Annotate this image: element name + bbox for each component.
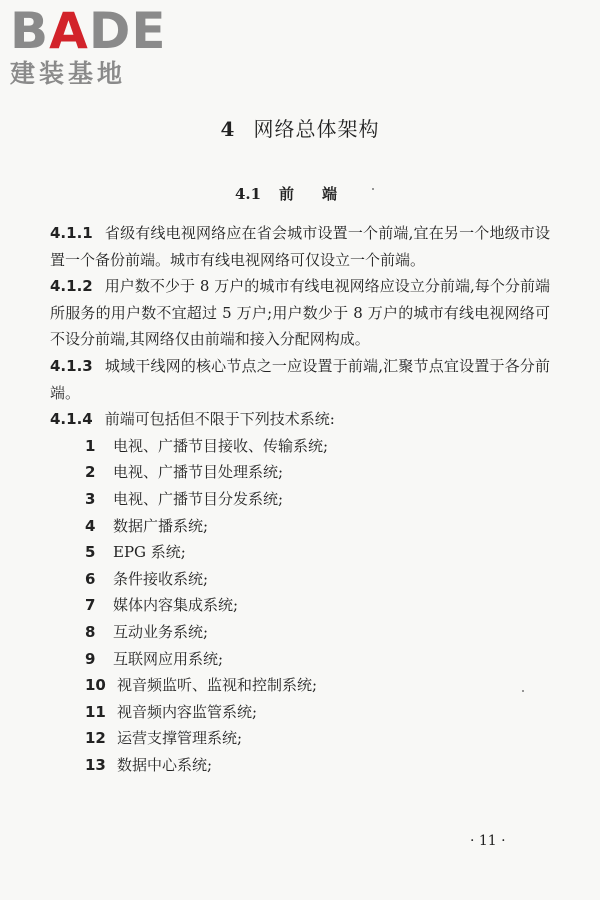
list-item: 2 电视、广播节目处理系统; — [85, 463, 284, 482]
list-item: 5 EPG 系统; — [85, 543, 186, 562]
scan-speck — [522, 690, 524, 692]
logo-wordmark: BADE — [10, 2, 167, 60]
clause — [50, 353, 550, 406]
chapter-title: 网络总体架构 — [253, 117, 380, 141]
list-item: 12 运营支撑管理系统; — [85, 729, 243, 748]
list-item: 10 视音频监听、监视和控制系统; — [85, 676, 318, 695]
chapter-heading — [0, 113, 600, 142]
page-number: · 11 · — [470, 833, 506, 849]
section-heading — [0, 183, 600, 204]
clause-number: 4.1.3 — [50, 356, 93, 375]
clause-number: 4.1.1 — [50, 224, 93, 242]
list-item: 13 数据中心系统; — [85, 755, 213, 774]
document-body — [50, 220, 550, 778]
list-item: 9 互联网应用系统; — [85, 649, 224, 668]
clause — [50, 273, 550, 353]
list-item: 3 电视、广播节目分发系统; — [85, 489, 284, 508]
bade-logo — [10, 2, 175, 93]
scan-speck — [372, 188, 374, 190]
clause-text: 用户数不少于 8 万户的城市有线电视网络应设立分前端,每个分前端所服务的用户数不宜超过 5 万户;用户数少于 8 万户的城市有线电视网络可不设分前端,其网络仅由前端和接入分配网构成。 — [50, 277, 550, 349]
list-item: 8 互动业务系统; — [85, 622, 209, 641]
list-item: 7 媒体内容集成系统; — [85, 596, 239, 615]
clause — [50, 406, 550, 433]
clause-text: 省级有线电视网络应在省会城市设置一个前端,宜在另一个地级市设置一个备份前端。城市有线电视网络可仅设立一个前端。 — [50, 224, 550, 269]
logo-subtitle: 建装基地 — [10, 59, 127, 88]
list-item: 6 条件接收系统; — [85, 569, 209, 588]
clause-text: 前端可包括但不限于下列技术系统: — [104, 410, 335, 429]
clause — [50, 220, 550, 273]
chapter-number: 4 — [220, 117, 236, 141]
clause-number: 4.1.2 — [50, 277, 93, 296]
clause-text: 城域干线网的核心节点之一应设置于前端,汇聚节点宜设置于各分前端。 — [50, 356, 550, 402]
list-item: 4 数据广播系统; — [85, 516, 209, 535]
list-item: 1 电视、广播节目接收、传输系统; — [85, 436, 329, 455]
section-title: 前端 — [279, 185, 366, 203]
list-item: 11 视音频内容监管系统; — [85, 702, 258, 721]
logo-accent-letter: A — [49, 2, 89, 60]
section-number: 4.1 — [234, 185, 262, 203]
clause-number: 4.1.4 — [50, 410, 93, 429]
